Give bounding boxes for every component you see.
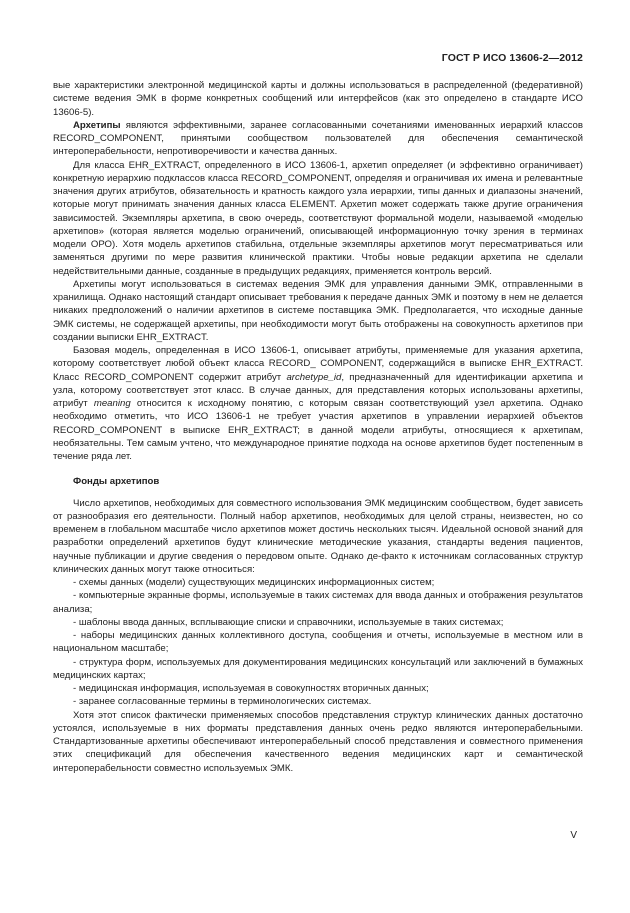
list-item: - медицинская информация, используемая в совокупностях вторичных данных; — [73, 683, 429, 694]
attribute-name: archetype_id — [286, 371, 342, 383]
list-item: - шаблоны ввода данных, всплывающие списки и справочники, используемые в таких системах; — [73, 616, 504, 628]
paragraph: Архетипы могут использоваться в системах ведения ЭМК для управления данными ЭМК, отправленными в хранилища. Однако настоящий стандарт описывает требования к передаче данных ЭМК и поэтому в нем не делается никаких предположений о наличии архетипов в системе поставщика ЭМК. Предполагается, что исходные данные ЭМК системы, не содержащей архетипы, при необходимости могут быть отображены на совокупность архетипов при создании выписки EHR_EXTRACT. — [53, 278, 583, 343]
page-number: V — [570, 830, 577, 841]
paragraph: Хотя этот список фактически применяемых способов представления структур клинических данных достаточно устоялся, используемые в них форматы представления данных очень редко являются интероперабельными. Стандартизованные архетипы обеспечивают интероперабельный способ представления и совместного применения этих спецификаций для обеспечения качественного ведения медицинских карт и семантической интероперабельности совместно используемых ЭМК. — [53, 709, 583, 774]
paragraph-text: являются эффективными, заранее согласованными сочетаниями именованных иерархий классов RECORD_COMPONENT, принятыми сообществом пользователей для обеспечения семантической интероперабельности, непротиворечивости и качества данных. — [53, 119, 583, 158]
term-bold: Архетипы — [73, 119, 121, 131]
paragraph: Число архетипов, необходимых для совместного использования ЭМК медицинским сообществом, будет зависеть от разнообразия его деятельности. Полный набор архетипов, необходимых для целой страны, неизвестен, но со временем в глобальном масштабе число архетипов может достичь нескольких тысяч. Идеальной основой знаний для разработки определений архетипов будут клинические методические указания, стандарты ведения пациентов, научные публикации и другие сведения о передовом опыте. Однако де-факто к источникам согласованных структур клинических данных могут также относиться: — [53, 497, 583, 575]
attribute-name: meaning — [93, 398, 131, 409]
list-item: - схемы данных (модели) существующих медицинских информационных систем; — [73, 577, 435, 588]
document-body — [53, 79, 583, 775]
section-title: Фонды архетипов — [73, 476, 160, 488]
list-item: - компьютерные экранные формы, используемые в таких системах для ввода данных и отображения результатов анализа; — [53, 590, 583, 615]
paragraph: вые характеристики электронной медицинской карты и должны использоваться в распределенной (федеративной) системе ведения ЭМК в форме конкретных сообщений или интерфейсов (как это определено в стандарте ИСО 13606-5). — [53, 80, 583, 118]
paragraph-text: , предназначенный для идентификации архетипа и узла, которому соответствует этот класс. В случае данных, для представления которых использованы архетипы, атрибут — [53, 371, 584, 409]
paragraph: Для класса EHR_EXTRACT, определенного в ИСО 13606-1, архетип определяет (и эффективно ограничивает) конкретную иерархию подклассов класса RECORD_COMPONENT, определяя и ограничивая их имена и релевантные значения других атрибутов, обязательность и кратность каждого узла иерархии, типы данных и диапазоны значений, которые могут принимать значения данных класса ELEMENT. Архетип может содержать также другие ограничения зависимостей. Экземпляры архетипа, в свою очередь, соответствуют формальной модели, называемой «моделью архетипов» (которая является моделью ограничений, описывающей информационную точку зрения в терминах модели ОРО). Хотя модель архетипов стабильна, отдельные экземпляры архетипов могут пересматриваться или заменяться другими по мере развития клинической практики. Чтобы новые редакции архетипа не сделали недействительными данные, созданные в предыдущих редакциях, применяется контроль версий. — [53, 159, 583, 277]
document-header: ГОСТ Р ИСО 13606-2—2012 — [441, 52, 583, 64]
list-item: - заранее согласованные термины в терминологических системах. — [73, 696, 372, 708]
paragraph — [53, 119, 583, 159]
paragraph-text: Базовая модель, определенная в ИСО 13606-1, описывает атрибуты, применяемые для указания архетипа, которому соответствует любой объект класса RECORD_ COMPONENT, содержащийся в выписке EHR_EXTRACT. Класс RECORD_COMPONENT содержит атрибут — [53, 345, 583, 383]
paragraph — [53, 344, 583, 463]
paragraph-text: относится к исходному понятию, с которым связан соответствующий узел архетипа. Однако необходимо отметить, что ИСО 13606-1 не требует участия архетипов в управлении иерархией объектов RECORD_COMPONENT в выписке EHR_EXTRACT; в данной модели атрибуты, относящиеся к архетипам, необязательны. Тем самым учтено, что международное принятие подхода на основе архетипов будет постепенным в течение ряда лет. — [53, 398, 583, 462]
list-item: - структура форм, используемых для документирования медицинских консультаций или заключений в бумажных медицинских картах; — [53, 656, 583, 681]
list-item: - наборы медицинских данных коллективного доступа, сообщения и отчеты, используемые в местном или в национальном масштабе; — [53, 630, 583, 655]
